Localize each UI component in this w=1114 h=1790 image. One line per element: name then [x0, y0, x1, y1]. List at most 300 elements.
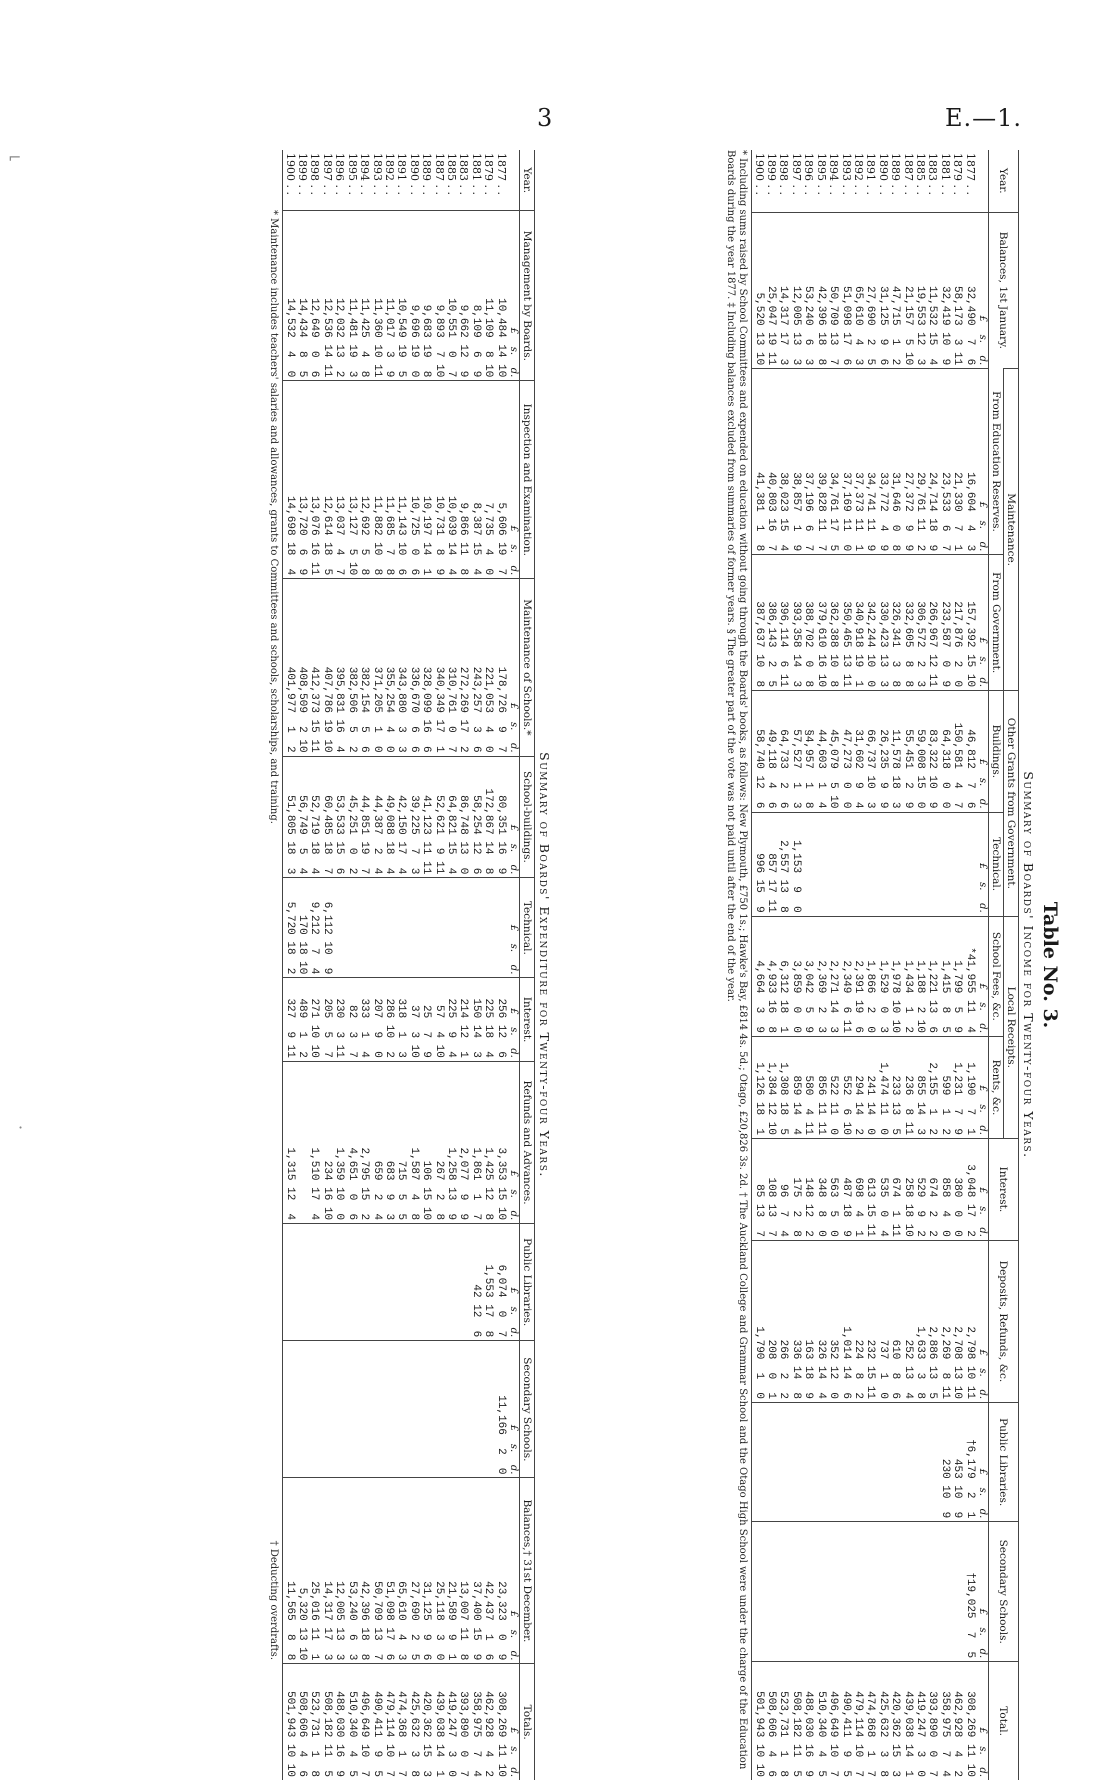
income-footnotes — [724, 150, 748, 1780]
units-cell: £ s. d. — [976, 916, 989, 1036]
table-row — [432, 150, 444, 1780]
amount-cell — [814, 1403, 826, 1522]
amount-cell: 64,733 2 6 — [777, 691, 789, 812]
amount-cell: 350,465 13 11 — [839, 555, 851, 691]
amount-cell: 33,772 4 9 — [876, 369, 888, 555]
amount-cell: 42,150 17 4 — [395, 756, 407, 878]
amount-cell — [802, 1522, 814, 1662]
amount-cell: 599 1 2 — [938, 1037, 950, 1139]
amount-cell: 96 7 4 — [777, 1138, 789, 1240]
amount-cell: 1,978 10 10 — [889, 916, 901, 1036]
year-cell: 1893 . . — [839, 153, 853, 195]
amount-cell — [321, 1341, 333, 1478]
amount-cell: 232 15 11 — [864, 1240, 876, 1402]
col-management: Management by Boards. — [520, 211, 535, 381]
table-row — [765, 150, 777, 1780]
amount-cell: 487 18 9 — [839, 1138, 851, 1240]
units-cell — [976, 150, 989, 212]
page-header — [0, 104, 1114, 144]
amount-cell: 27,372 9 9 — [901, 369, 913, 555]
amount-cell: 508,182 11 5 — [790, 1662, 802, 1780]
amount-cell: 2,557 13 8 — [777, 812, 789, 916]
amount-cell — [358, 878, 370, 978]
amount-cell — [482, 1341, 494, 1478]
amount-cell: 308,269 11 10 — [494, 1664, 506, 1780]
amount-cell — [876, 812, 888, 916]
amount-cell: 11,360 10 11 — [370, 211, 382, 381]
amount-cell — [914, 812, 926, 916]
maintenance-footnote: * Maintenance includes teachers' salaries and allowances, grants to Committees and schools, scholarships, and training. — [268, 210, 280, 824]
amount-cell: 10,551 0 7 — [445, 211, 457, 381]
amount-cell — [395, 1224, 407, 1341]
amount-cell: 1,510 17 4 — [308, 1061, 320, 1223]
amount-cell: 85 13 7 — [752, 1138, 765, 1240]
amount-cell: 674 2 2 — [926, 1138, 938, 1240]
amount-cell: 51,098 17 6 — [383, 1478, 395, 1664]
amount-cell: 9,683 19 8 — [420, 211, 432, 381]
units-cell: £ s. d. — [976, 1138, 989, 1240]
amount-cell: 355,254 4 0 — [383, 579, 395, 756]
year-cell: 1891 . . — [395, 153, 409, 195]
amount-cell: 3,042 5 9 — [802, 916, 814, 1036]
amount-cell: 45,079 5 10 — [827, 691, 839, 812]
col-total: Total. — [989, 1662, 1019, 1780]
amount-cell — [370, 1341, 382, 1478]
year-cell: 1879 . . — [951, 153, 965, 195]
amount-cell — [827, 1522, 839, 1662]
amount-cell: 11,143 10 6 — [395, 381, 407, 579]
amount-cell: 393,358 14 3 — [790, 555, 802, 691]
amount-cell: 10,197 14 1 — [420, 381, 432, 579]
col-school-buildings: School-buildings. — [520, 756, 535, 878]
table-row — [790, 150, 802, 1780]
amount-cell — [827, 812, 839, 916]
amount-cell: 9,893 7 10 — [432, 211, 444, 381]
col-deposits: Deposits, Refunds, &c. — [989, 1240, 1019, 1402]
table-row — [827, 150, 839, 1780]
amount-cell: 496,649 10 7 — [358, 1664, 370, 1780]
amount-cell: 1,425 12 8 — [482, 1061, 494, 1223]
amount-cell — [358, 1341, 370, 1478]
units-cell: £ s. d. — [976, 1037, 989, 1139]
col-government: From Government. — [989, 555, 1004, 691]
amount-cell — [914, 1403, 926, 1522]
amount-cell: 510,340 4 5 — [814, 1662, 826, 1780]
amount-cell: 425,632 3 8 — [876, 1662, 888, 1780]
amount-cell: 53,533 15 6 — [333, 756, 345, 878]
amount-cell — [407, 1224, 419, 1341]
year-cell: 1894 . . — [827, 153, 841, 195]
amount-cell: 382,506 5 2 — [345, 579, 357, 756]
amount-cell: 9,662 12 9 — [457, 211, 469, 381]
amount-cell — [839, 1522, 851, 1662]
amount-cell: 11,532 15 4 — [926, 212, 938, 369]
overdraft-footnote: † Deducting overdrafts. — [268, 1540, 280, 1660]
amount-cell: 382,154 5 6 — [358, 579, 370, 756]
amount-cell: 342,244 10 0 — [864, 555, 876, 691]
units-cell: £ s. d. — [507, 381, 520, 579]
amount-cell: 10,549 19 5 — [395, 211, 407, 381]
amount-cell: 47,715 1 2 — [889, 212, 901, 369]
amount-cell: 856 11 11 — [814, 1037, 826, 1139]
amount-cell — [926, 812, 938, 916]
amount-cell: 1,231 7 9 — [951, 1037, 963, 1139]
units-cell: £ s. d. — [507, 579, 520, 756]
amount-cell — [839, 1403, 851, 1522]
amount-cell — [383, 878, 395, 978]
amount-cell: 523,731 1 8 — [777, 1662, 789, 1780]
amount-cell: 12,649 0 6 — [308, 211, 320, 381]
amount-cell: 3,353 15 10 — [494, 1061, 506, 1223]
amount-cell: 501,943 10 10 — [283, 1664, 296, 1780]
amount-cell: 1,434 1 2 — [901, 916, 913, 1036]
amount-cell: 178,726 9 7 — [494, 579, 506, 756]
units-cell: £ s. d. — [507, 1341, 520, 1478]
year-cell: 1892 . . — [851, 153, 865, 195]
amount-cell — [814, 1522, 826, 1662]
amount-cell: 508,606 4 6 — [765, 1662, 777, 1780]
amount-cell: 14,434 8 5 — [296, 211, 308, 381]
col-other-grants: Other Grants from Government. — [1004, 691, 1019, 917]
amount-cell: 393,890 0 7 — [457, 1664, 469, 1780]
amount-cell: 1,587 4 8 — [407, 1061, 419, 1223]
table-row — [296, 150, 308, 1780]
year-cell: 1898 . . — [777, 153, 791, 195]
col-totals: Totals. — [520, 1664, 535, 1780]
year-cell: 1896 . . — [802, 153, 816, 195]
units-cell — [507, 150, 520, 211]
amount-cell: 5,720 18 2 — [283, 878, 296, 978]
amount-cell: 508,182 11 5 — [321, 1664, 333, 1780]
amount-cell: 42,396 18 8 — [358, 1478, 370, 1664]
amount-cell: 1,221 13 6 — [926, 916, 938, 1036]
amount-cell: 225 18 4 — [482, 978, 494, 1061]
col-year: Year. — [520, 150, 535, 211]
year-cell: 1885 . . — [444, 153, 458, 195]
amount-cell — [777, 1522, 789, 1662]
amount-cell: 715 5 5 — [395, 1061, 407, 1223]
amount-cell — [864, 812, 876, 916]
amount-cell: 2,391 19 6 — [852, 916, 864, 1036]
amount-cell: 683 9 3 — [383, 1061, 395, 1223]
amount-cell: 172,867 14 8 — [482, 756, 494, 878]
amount-cell: 32,490 7 6 — [963, 212, 975, 369]
amount-cell — [938, 812, 950, 916]
amount-cell: 859 14 4 — [790, 1037, 802, 1139]
amount-cell: 60,485 18 7 — [321, 756, 333, 878]
amount-cell: 252 13 4 — [901, 1240, 913, 1402]
table-title: Table No. 3. — [1039, 901, 1061, 1029]
amount-cell: 83,322 10 9 — [926, 691, 938, 812]
amount-cell: 10,484 14 10 — [494, 211, 506, 381]
table-row — [864, 150, 876, 1780]
amount-cell: 462,928 4 2 — [951, 1662, 963, 1780]
amount-cell: 39,225 7 3 — [407, 756, 419, 878]
table-row — [938, 150, 950, 1780]
amount-cell — [407, 878, 419, 978]
units-cell: £ s. d. — [976, 812, 989, 916]
amount-cell — [395, 1341, 407, 1478]
amount-cell: 5,320 13 10 — [296, 1478, 308, 1664]
year-cell: 1883 . . — [457, 153, 471, 195]
amount-cell: 44,603 1 4 — [814, 691, 826, 812]
amount-cell: 224 8 2 — [852, 1240, 864, 1402]
amount-cell: 14,532 4 0 — [283, 211, 296, 381]
amount-cell — [901, 812, 913, 916]
amount-cell: 340,918 19 1 — [852, 555, 864, 691]
amount-cell: 352 12 0 — [827, 1240, 839, 1402]
col-libraries: Public Libraries. — [520, 1224, 535, 1341]
col-rents: Rents, &c. — [989, 1037, 1004, 1139]
amount-cell: 488,030 16 9 — [802, 1662, 814, 1780]
amount-cell: 420,362 15 3 — [420, 1664, 432, 1780]
amount-cell: 393,890 0 7 — [926, 1662, 938, 1780]
amount-cell: 2,269 8 11 — [938, 1240, 950, 1402]
amount-cell: 10,039 14 4 — [445, 381, 457, 579]
amount-cell: 233 13 5 — [889, 1037, 901, 1139]
amount-cell: 412,373 15 11 — [308, 579, 320, 756]
amount-cell: 10,731 8 9 — [432, 381, 444, 579]
amount-cell: 55,451 2 9 — [901, 691, 913, 812]
table-row — [752, 150, 765, 1780]
amount-cell: 310,761 0 7 — [445, 579, 457, 756]
amount-cell: 453 10 9 — [951, 1403, 963, 1522]
amount-cell: 395,831 16 4 — [333, 579, 345, 756]
amount-cell: 396,114 6 11 — [777, 555, 789, 691]
amount-cell: 86,748 13 0 — [457, 756, 469, 878]
amount-cell: 9,866 11 8 — [457, 381, 469, 579]
table-row — [333, 150, 345, 1780]
amount-cell: 328,099 16 6 — [420, 579, 432, 756]
amount-cell — [296, 1061, 308, 1223]
amount-cell: 7,735 4 0 — [482, 381, 494, 579]
amount-cell — [852, 1403, 864, 1522]
col-maintenance: Maintenance. — [1004, 369, 1019, 691]
amount-cell: 52,621 9 11 — [432, 756, 444, 878]
amount-cell: 16,604 4 3 — [963, 369, 975, 555]
year-cell: 1900 . . — [283, 150, 296, 211]
amount-cell: 737 1 0 — [876, 1240, 888, 1402]
amount-cell: 996 15 9 — [752, 812, 765, 916]
rotated-page-content — [123, 150, 1063, 1780]
income-table — [751, 150, 1019, 1780]
table-row — [926, 150, 938, 1780]
col-year: Year. — [989, 150, 1019, 212]
amount-cell: 205 5 7 — [321, 978, 333, 1061]
amount-cell: 2,155 1 2 — [926, 1037, 938, 1139]
amount-cell — [852, 1522, 864, 1662]
amount-cell: 6,312 18 1 — [777, 916, 789, 1036]
amount-cell — [963, 812, 975, 916]
amount-cell — [432, 1224, 444, 1341]
amount-cell: 6,074 0 7 — [494, 1224, 506, 1341]
amount-cell: 31,125 9 6 — [420, 1478, 432, 1664]
amount-cell: 1,529 0 3 — [876, 916, 888, 1036]
amount-cell: 3,048 17 2 — [963, 1138, 975, 1240]
amount-cell — [308, 1224, 320, 1341]
amount-cell: 340,349 17 1 — [432, 579, 444, 756]
amount-cell — [889, 1403, 901, 1522]
amount-cell: 12,005 13 3 — [333, 1478, 345, 1664]
amount-cell: 11,481 19 3 — [345, 211, 357, 381]
amount-cell — [395, 878, 407, 978]
amount-cell: 1,153 9 0 — [790, 812, 802, 916]
amount-cell: 50,709 13 7 — [370, 1478, 382, 1664]
amount-cell: 12,692 5 8 — [358, 381, 370, 579]
amount-cell: 1,415 8 5 — [938, 916, 950, 1036]
col-technical: Technical. — [520, 878, 535, 978]
amount-cell: 256 12 6 — [494, 978, 506, 1061]
amount-cell: 25,118 3 0 — [432, 1478, 444, 1664]
amount-cell: 401,977 1 2 — [283, 579, 296, 756]
year-cell: 1892 . . — [382, 153, 396, 195]
amount-cell: 53,240 6 3 — [802, 212, 814, 369]
amount-cell: 106 15 10 — [420, 1061, 432, 1223]
amount-cell: 214 12 1 — [457, 978, 469, 1061]
amount-cell: 271 10 10 — [308, 978, 320, 1061]
col-secondary: Secondary Schools. — [989, 1522, 1019, 1662]
amount-cell: 379,610 16 10 — [814, 555, 826, 691]
col-technical: Technical. — [989, 812, 1004, 916]
amount-cell — [296, 1224, 308, 1341]
document-code: E.—1. — [944, 104, 1022, 132]
amount-cell — [370, 1224, 382, 1341]
amount-cell: 306,572 2 3 — [914, 555, 926, 691]
income-subtitle: Summary of Boards' Income for Twenty-four Years. — [1021, 771, 1036, 1159]
amount-cell: 11,882 10 8 — [370, 381, 382, 579]
amount-cell: 11,685 7 8 — [383, 381, 395, 579]
amount-cell: 387,637 10 8 — [752, 555, 765, 691]
amount-cell: 3,859 0 0 — [790, 916, 802, 1036]
amount-cell: 2,349 6 11 — [839, 916, 851, 1036]
amount-cell: 49,088 18 4 — [383, 756, 395, 878]
amount-cell: 1,790 1 0 — [752, 1240, 765, 1402]
amount-cell: 8,387 15 4 — [469, 381, 481, 579]
amount-cell — [777, 1403, 789, 1522]
amount-cell — [790, 1522, 802, 1662]
amount-cell: §4,957 1 8 — [802, 691, 814, 812]
amount-cell: 610 8 6 — [889, 1240, 901, 1402]
amount-cell — [752, 1403, 765, 1522]
amount-cell: 34,761 17 5 — [827, 369, 839, 555]
col-school-fees: School Fees, &c. — [989, 916, 1004, 1036]
units-cell: £ s. d. — [976, 212, 989, 369]
amount-cell: 9,696 19 0 — [407, 211, 419, 381]
units-cell: £ s. d. — [976, 1522, 989, 1662]
col-inspection: Inspection and Examination. — [520, 381, 535, 579]
amount-cell: 170 18 10 — [296, 878, 308, 978]
year-cell: 1895 . . — [345, 153, 359, 195]
amount-cell: 1,474 11 0 — [876, 1037, 888, 1139]
amount-cell: 31,602 9 4 — [852, 691, 864, 812]
amount-cell: 41,123 11 11 — [420, 756, 432, 878]
amount-cell — [308, 1341, 320, 1478]
amount-cell: 25,047 19 11 — [765, 212, 777, 369]
amount-cell: 51,805 18 3 — [283, 756, 296, 878]
amount-cell: 108 13 7 — [765, 1138, 777, 1240]
table-row — [383, 150, 395, 1780]
year-cell: 1885 . . — [913, 153, 927, 195]
amount-cell: 14,317 17 3 — [321, 1478, 333, 1664]
amount-cell: 613 15 11 — [864, 1138, 876, 1240]
table-row — [901, 150, 913, 1780]
amount-cell: 420,362 15 3 — [889, 1662, 901, 1780]
amount-cell: 27,690 2 5 — [407, 1478, 419, 1664]
amount-cell: 41,381 1 8 — [752, 369, 765, 555]
amount-cell: 31,125 9 6 — [876, 212, 888, 369]
expenditure-subtitle: Summary of Boards' Expenditure for Twenty-four Years. — [537, 752, 552, 1178]
amount-cell: 65,610 4 3 — [395, 1478, 407, 1664]
amount-cell: 343,880 3 3 — [395, 579, 407, 756]
amount-cell: 326 14 4 — [814, 1240, 826, 1402]
amount-cell — [383, 1224, 395, 1341]
table-row — [963, 150, 975, 1780]
year-cell: 1895 . . — [814, 153, 828, 195]
amount-cell — [852, 812, 864, 916]
amount-cell — [951, 1522, 963, 1662]
amount-cell: 57,527 1 3 — [790, 691, 802, 812]
col-balances: Balances,† 31st December. — [520, 1478, 535, 1664]
amount-cell — [752, 1522, 765, 1662]
amount-cell: 1,633 3 8 — [914, 1240, 926, 1402]
amount-cell: 148 12 2 — [802, 1138, 814, 1240]
amount-cell: 362,388 10 8 — [827, 555, 839, 691]
amount-cell: 8,109 6 9 — [469, 211, 481, 381]
year-cell: 1898 . . — [308, 153, 322, 195]
amount-cell — [765, 1403, 777, 1522]
amount-cell: 2,369 2 3 — [814, 916, 826, 1036]
amount-cell: 34,741 11 9 — [864, 369, 876, 555]
amount-cell: 258 18 10 — [901, 1138, 913, 1240]
amount-cell — [469, 878, 481, 978]
amount-cell: 479,114 10 7 — [852, 1662, 864, 1780]
table-row — [283, 150, 296, 1780]
expenditure-footnotes — [268, 150, 279, 1780]
amount-cell: 64,318 0 0 — [938, 691, 950, 812]
amount-cell: 698 4 1 — [852, 1138, 864, 1240]
year-cell: 1881 . . — [938, 153, 952, 195]
margin-mark: · — [18, 1118, 24, 1137]
units-cell: £ s. d. — [976, 1403, 989, 1522]
amount-cell: 1,188 2 10 — [914, 916, 926, 1036]
amount-cell — [827, 1403, 839, 1522]
amount-cell: 1,258 13 9 — [445, 1061, 457, 1223]
amount-cell: 490,411 9 5 — [839, 1662, 851, 1780]
amount-cell: 11,166 2 0 — [494, 1341, 506, 1478]
col-interest: Interest. — [520, 978, 535, 1061]
table-row — [802, 150, 814, 1780]
year-cell: 1889 . . — [889, 153, 903, 195]
amount-cell — [926, 1522, 938, 1662]
table-row — [407, 150, 419, 1780]
amount-cell: 330,423 13 3 — [876, 555, 888, 691]
units-row — [507, 150, 520, 1780]
units-cell: £ s. d. — [976, 555, 989, 691]
amount-cell: 855 14 3 — [914, 1037, 926, 1139]
amount-cell: 39,828 11 7 — [814, 369, 826, 555]
amount-cell — [283, 1224, 296, 1341]
amount-cell — [802, 1403, 814, 1522]
amount-cell: 230 3 11 — [333, 978, 345, 1061]
amount-cell: 57 4 10 — [432, 978, 444, 1061]
amount-cell: 407,786 19 10 — [321, 579, 333, 756]
amount-cell: 207 9 0 — [370, 978, 382, 1061]
amount-cell: 208 0 1 — [765, 1240, 777, 1402]
amount-cell: 1,014 14 6 — [839, 1240, 851, 1402]
table-row — [445, 150, 457, 1780]
expenditure-table — [282, 150, 535, 1780]
amount-cell: 326,341 3 8 — [889, 555, 901, 691]
